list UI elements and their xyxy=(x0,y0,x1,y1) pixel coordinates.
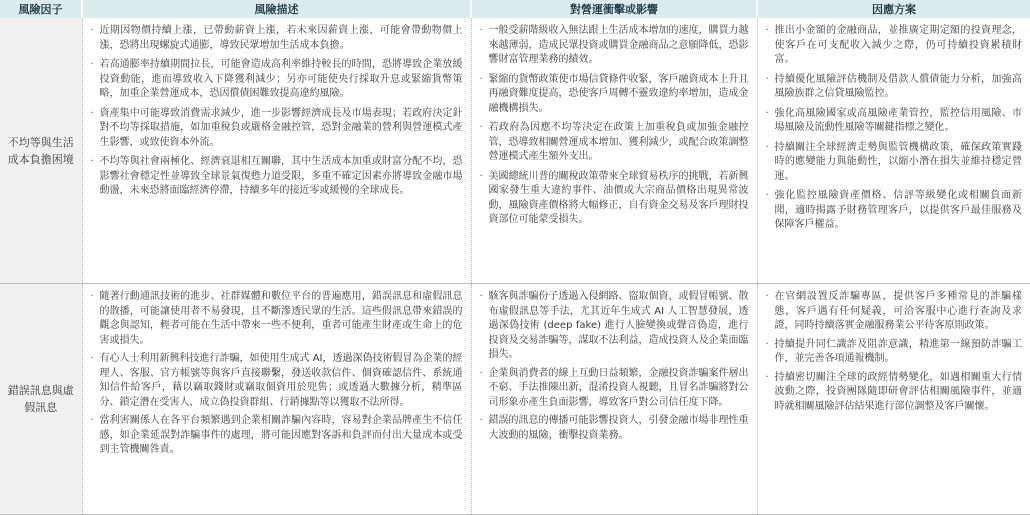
list-item: · 不均等與社會兩極化、經濟衰退相互關聯，其中生活成本加重或財富分配不均，恐影響社會穩定性並導致全球景氣復甦力道受限，多重不確定因素亦將導致金融市場動盪，未來恐將面臨經濟停滯，持續多年的接近零或緩慢的全球成長。 xyxy=(91,155,463,199)
table-body xyxy=(0,18,1030,515)
list-item: · 當利害關係人在各平台頻繁遇到企業相關詐騙內容時，容易對企業品牌產生不信任感，如企業延誤對詐騙事件的處理，將可能因應對客訴和負評而付出大量成本或受到主管機關咎責。 xyxy=(91,414,463,458)
list-item: · 若政府為因應不均等決定在政策上加重稅負或加強金融控管，恐導致相關營運成本增加、獲利減少，或配合政策調整營運模式產生額外支出。 xyxy=(480,121,749,165)
list-item: · 一般受薪階級收入無法跟上生活成本增加的速度，購買力越來越薄弱，造成民眾投資或購買金融商品之意願降低，恐影響財富管理業務的績效。 xyxy=(480,24,749,68)
table-header xyxy=(0,0,1030,18)
description-list xyxy=(91,24,463,199)
list-item: · 在官網設置反詐騙專區，提供客戶多種常見的詐騙樣態，客戶遇有任何疑義，可洽客服中心進行查詢及求證，同時持續落實金融服務業公平待客原則政策。 xyxy=(766,290,1023,334)
table-row xyxy=(0,284,1030,515)
list-item: · 企業與消費者的線上互動日益頻繁，金融投資詐騙案件層出不窮、手法推陳出新，混淆投資人視聽，且冒名詐騙將對公司形象亦產生負面影響，導致客戶對公司信任度下降。 xyxy=(480,367,749,411)
list-item: · 持續密切關注全球的政經情勢變化，如遇相關重大行情波動之際，投資團隊隨即研會評估相關風險事件，並適時就相關風險評估結果進行部位調整及客戶關懷。 xyxy=(766,371,1023,415)
impact-cell xyxy=(471,18,757,284)
list-item: · 持續關注全球經濟走勢與監管機構政策，確保政策實踐時的應變能力與能動性，以縮小潛在損失並維持穩定營運。 xyxy=(766,141,1023,185)
header-row xyxy=(0,0,1030,18)
response-cell xyxy=(757,284,1030,515)
risk-factor-cell: 錯誤訊息與虛假訊息 xyxy=(0,284,82,515)
header-operational-impact: 對營運衝擊或影響 xyxy=(471,0,757,18)
response-list xyxy=(766,290,1023,414)
impact-cell xyxy=(471,284,757,515)
risk-factor-cell: 不均等與生活成本負擔困境 xyxy=(0,18,82,284)
list-item: · 推出小金額的金融商品，並推廣定期定額的投資理念，使客戶在可支配收入減少之際，仍可持續投資累積財富。 xyxy=(766,24,1023,68)
list-item: · 若高通膨率持續期間拉長，可能會造成高利率維持較長的時間，恐將導致企業放緩投資動能，進而導致收入下降獲利減少；另亦可能使央行採取升息或緊縮貨幣策略，加重企業營運成本，恐因償債困難致提高違約風險。 xyxy=(91,58,463,102)
list-item: · 錯誤的訊息的傳播可能影響投資人，引發金融市場非理性重大波動的風險，衝擊投資業務。 xyxy=(480,414,749,443)
list-item: · 持續優化風險評估機制及借款人償債能力分析，加強高風險族群之信貸風險監控。 xyxy=(766,73,1023,102)
list-item: · 駭客與詐騙份子透過入侵網路、盜取個資，或假冒帳號、散布虛假訊息等手法，尤其近年生成式 AI 人工智慧發展，透過深偽技術 (deep fake) 進行人臉變換或聲音偽造，進行投資及交易詐騙等，謀取不法利益，造成投資人及企業面臨損失。 xyxy=(480,290,749,363)
list-item: · 強化高風險國家或高風險產業管控，監控信用風險、市場風險及流動性風險等關鍵指標之變化。 xyxy=(766,107,1023,136)
description-cell xyxy=(82,284,471,515)
impact-list xyxy=(480,24,749,228)
response-cell xyxy=(757,18,1030,284)
list-item: · 有心人士利用新興科技進行詐騙，如使用生成式 AI，透過深偽技術假冒為企業的經理人、客服、官方帳號等與客戶直接聯繫，發送收款信件、個資確認信件、系統通知信件給客戶，藉以竊取錢財或竊取個資用於兜售；或透過大數據分析，精準區分、鎖定潛在受害人，成立偽投資群組、行銷據點等以獲取不法所得。 xyxy=(91,352,463,410)
list-item: · 近期因物價持續上漲，已帶動薪資上漲，若未來因薪資上漲，可能會帶動物價上漲，恐將出現螺旋式通膨，導致民眾增加生活成本負擔。 xyxy=(91,24,463,53)
list-item: · 緊縮的貨幣政策使市場信貸條件收緊，客戶融資成本上升且再融資難度提高，恐使客戶周轉不靈致違約率增加，造成金融機構損失。 xyxy=(480,73,749,117)
list-item: · 隨著行動通訊技術的進步、社群媒體和數位平台的普遍應用，錯誤訊息和虛假訊息的散播，可能讓使用者不易發現，且不斷滲透民眾的生活。這些假訊息帶來錯誤的觀念與認知，輕者可能在生活中帶來一些不便利，重者可能產生財產或生命上的危害或損失。 xyxy=(91,290,463,348)
list-item: · 美國總統川普的關稅政策帶來全球貿易秩序的挑戰，若新興國家發生重大違約事件、油價或大宗商品價格出現異常波動，風險資產價格將大幅修正，自有資金交易及客戶理財投資部位可能蒙受損失。 xyxy=(480,170,749,228)
table-row xyxy=(0,18,1030,284)
header-risk-factor: 風險因子 xyxy=(0,0,82,18)
header-risk-description: 風險描述 xyxy=(82,0,471,18)
description-cell xyxy=(82,18,471,284)
list-item: · 資產集中可能導致消費需求減少，進一步影響經濟成長及市場表現；若政府決定針對不均等採取措施，如加重稅負或嚴格金融控管，恐對金融業的營利與營運模式產生影響，或致使資本外流。 xyxy=(91,107,463,151)
list-item: · 持續提升同仁識詐及阻詐意識，精進第一線預防詐騙工作，並完善各項通報機制。 xyxy=(766,338,1023,367)
description-list xyxy=(91,290,463,458)
header-response-plan: 因應方案 xyxy=(757,0,1030,18)
impact-list xyxy=(480,290,749,443)
response-list xyxy=(766,24,1023,233)
list-item: · 強化監控風險資產價格、信評等級變化或相關負面新聞，適時揭露予財務管理客戶，以提供客戶最佳服務及保障客戶權益。 xyxy=(766,189,1023,233)
